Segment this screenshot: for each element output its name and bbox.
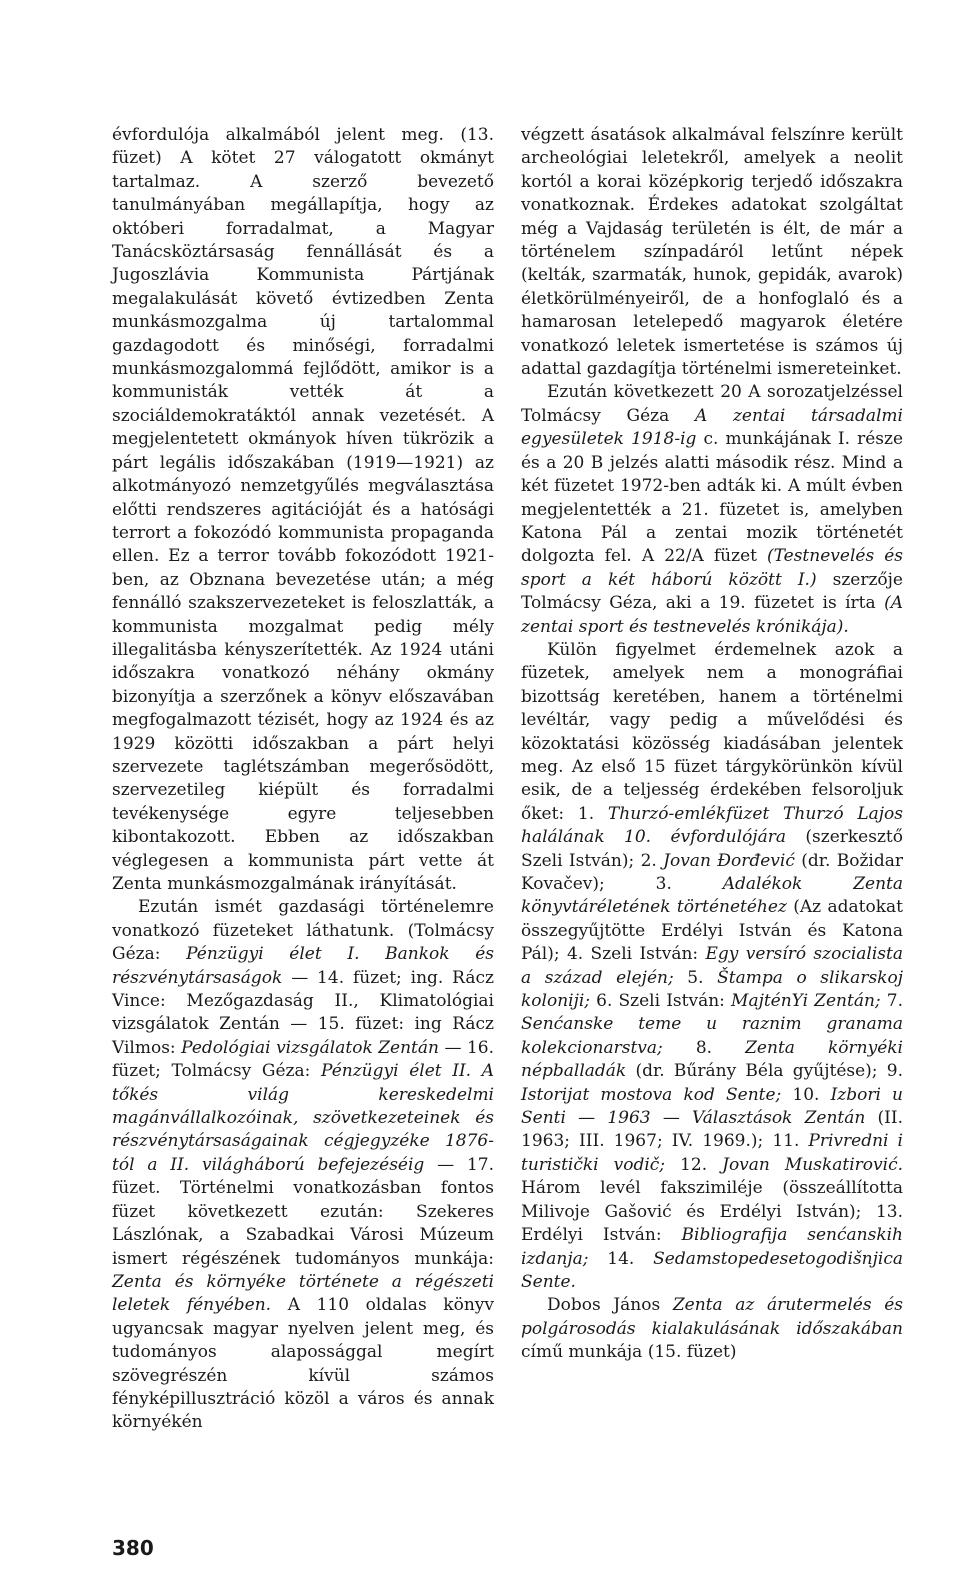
right-column [521,124,903,1365]
left-paragraph-1: évfordulója alkalmából jelent meg. (13. füzet) A kötet 27 válogatott okmányt tartalmaz. A szerző bevezető tanulmányában megállapítja, hogy az októberi forradalmat, a Magyar Tanácsköztársaság fennállását és a Jugoszlávia Kommunista Pártjának megalakulását követő évtizedben Zenta munkásmozgalma új tartalommal gazdagodott és minőségi, forradalmi munkásmozgalommá fejlődött, amikor is a kommunisták vették át a szociáldemokratáktól annak vezetését. A megjelentetett okmányok híven tükrözik a párt legális időszakában (1919—1921) az alkotmányozó nemzetgyűlés megválasztása előtti rendszeres agitációját és a hatósági terrort a fokozódó kommunista propaganda ellen. Ez a terror tovább fokozódott 1921-ben, az Obznana bevezetése után; a még fennálló szakszervezeteket is feloszlatták, a kommunista mozgalmat pedig mély illegalitásba kényszerítették. Az 1924 utáni időszakra vonatkozó néhány okmány bizonyítja a szerzőnek a könyv előszavában megfogalmazott tézisét, hogy az 1924 és az 1929 közötti időszakban a párt helyi szervezete taglétszámban megerősödött, szervezetileg kiépült és forradalmi tevékenysége egyre teljesebben kibontakozott. Ebben az időszakban véglegesen a kommunista párt vette át Zenta munkásmozgalmának irányítását. [112,125,494,894]
right-paragraph-3: Külön figyelmet érdemelnek azok a füzetek, amelyek nem a monográfiai bizottság keretében, hanem a történelmi levéltár, vagy pedig a művelődési és közoktatási közösség kiadásában jelentek meg. Az első 15 füzet tárgykörünkön kívül esik, de a teljesség érdekében felsoroljuk őket: 1. Thurzó-emlékfüzet Thurzó Lajos halálának 10. évfordulójára (szerkesztő Szeli István); 2. Jovan Đorđević (dr. Božidar Kovačev); 3. Adalékok Zenta könyvtáréletének történetéhez (Az adatokat összegyűjtötte Erdélyi István és Katona Pál); 4. Szeli István: Egy versíró szocialista a század elején; 5. Štampa o slikarskoj koloniji; 6. Szeli István: MajténYi Zentán; 7. Senćanske teme u raznim granama kolekcionarstva; 8. Zenta környéki népballadák (dr. Bűrány Béla gyűjtése); 9. Istorijat mostova kod Sente; 10. Izbori u Senti — 1963 — Választások Zentán (II. 1963; III. 1967; IV. 1969.); 11. Privredni i turistički vodič; 12. Jovan Muskatirović. Három levél fakszimiléje (összeállította Milivoje Gašović és Erdélyi István); 13. Erdélyi István: Bibliografija senćanskih izdanja; 14. Sedamstopedesetogodišnjica Sente. [521,639,904,1292]
right-paragraph-1: végzett ásatások alkalmával felszínre került archeológiai leletekről, amelyek a neolit kortól a korai középkorig terjedő időszakra vonatkoznak. Érdekes adatokat szolgáltat még a Vajdaság területén is élt, de már a történelem színpadáról letűnt népek (kelták, szarmaták, hunok, gepidák, avarok) életkörülményeiről, de a honfoglaló és a hamarosan letelepedő magyarok életére vonatkozó leletek ismertetése is számos új adattal gazdagítja történelmi ismereteinket. [521,125,903,380]
left-column [112,124,494,1435]
right-paragraph-4: Dobos János Zenta az árutermelés és polgárosodás kialakulásának időszakában című munkája (15. füzet) [521,1295,904,1363]
page-number: 380 [112,1536,154,1560]
left-paragraph-2: Ezután ismét gazdasági történelemre vonatkozó füzeteket láthatunk. (Tolmácsy Géza: Pénzügyi élet I. Bankok és részvénytársaságok — 14. füzet; ing. Rácz Vince: Mezőgazdaság II., Klimatológiai vizsgálatok Zentán — 15. füzet: ing Rácz Vilmos: Pedológiai vizsgálatok Zentán — 16. füzet; Tolmácsy Géza: Pénzügyi élet II. A tőkés világ kereskedelmi magánvállalkozóinak, szövetkezeteinek és részvénytársaságainak cégjegyzéke 1876-tól a II. világháború befejezéséig — 17. füzet. Történelmi vonatkozásban fontos füzet következett ezután: Szekeres Lászlónak, a Szabadkai Városi Múzeum ismert régészének tudományos munkája: Zenta és környéke története a régészeti leletek fényében. A 110 oldalas könyv ugyancsak magyar nyelven jelent meg, és tudományos alapossággal megírt szövegrészén kívül számos fényképillusztráció közöl a város és annak környékén [112,897,495,1433]
right-paragraph-2: Ezután következett 20 A sorozatjelzéssel Tolmácsy Géza A zentai társadalmi egyesületek 1918-ig c. munkájának I. része és a 20 B jelzés alatti második rész. Mind a két füzetet 1972-ben adták ki. A múlt évben megjelentették a 21. füzetet is, amelyben Katona Pál a zentai mozik történetét dolgozta fel. A 22/A füzet (Testnevelés és sport a két háború között I.) szerzője Tolmácsy Géza, aki a 19. füzetet is írta (A zentai sport és testnevelés krónikája). [521,382,904,637]
